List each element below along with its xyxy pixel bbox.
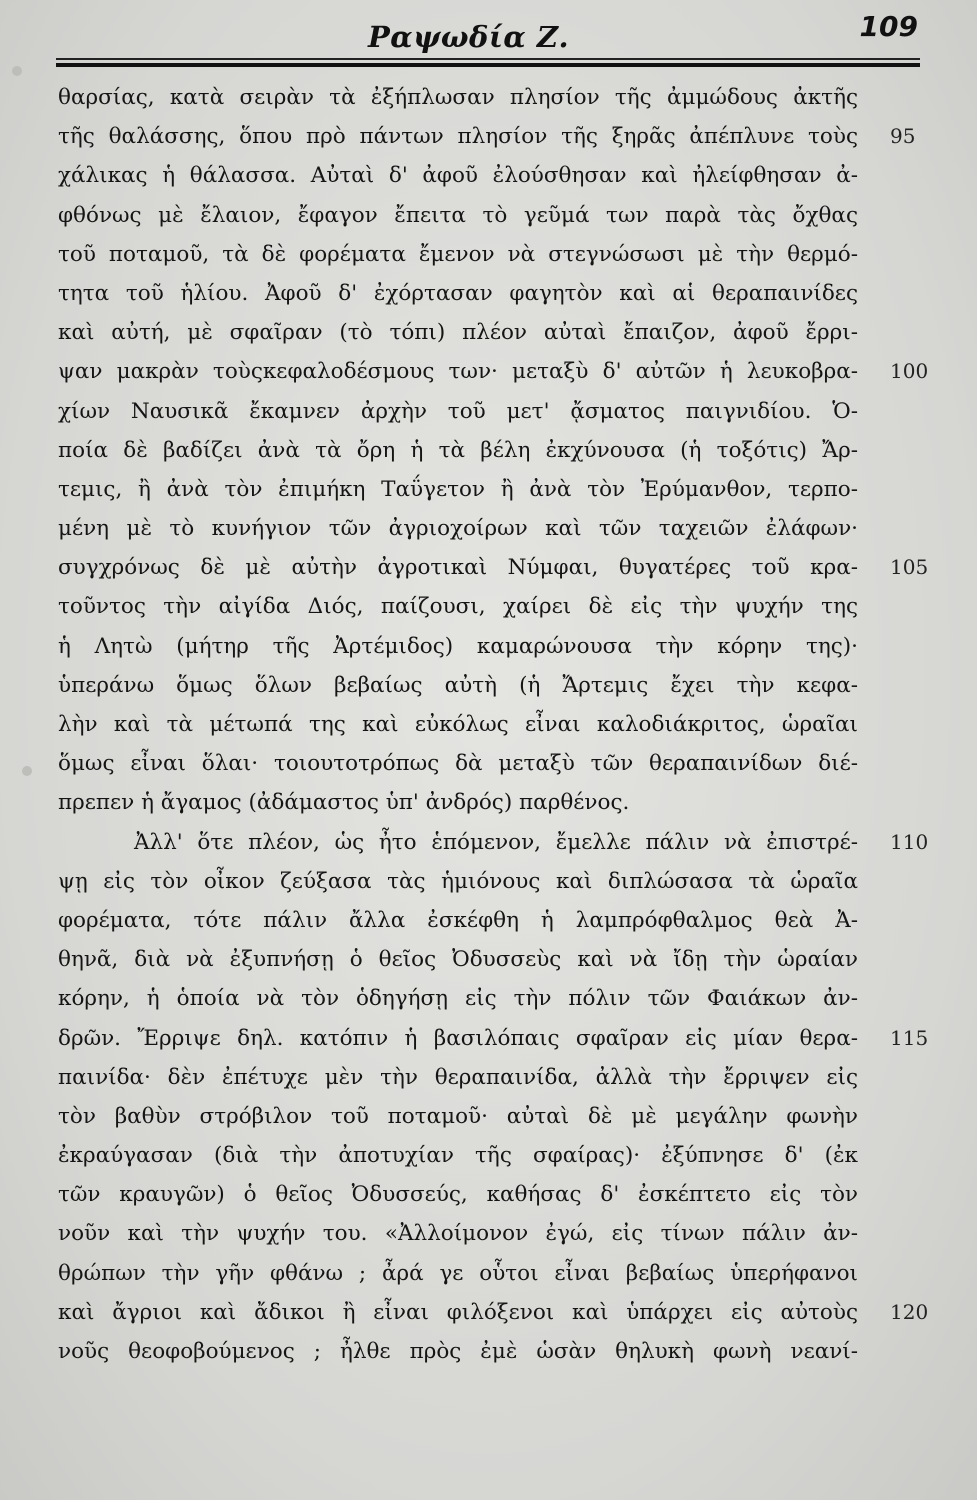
line-number: 120 [890,1299,929,1324]
body-text [58,78,929,1371]
text-line [58,1058,858,1097]
running-title: Ραψωδία Ζ. [368,20,570,54]
text-line-content: θρώπων τὴν γῆν φθάνω ; ἆρά γε οὗτοι εἶναι βεβαίως ὑπερήφανοι [58,1260,858,1286]
text-line [58,509,858,548]
text-line-content: τοῦντος τὴν αἰγίδα Διός, παίζουσι, χαίρει δὲ εἰς τὴν ψυχήν της [58,594,858,620]
text-line [58,823,929,862]
text-line-content: χάλικας ἡ θάλασσα. Αὐταὶ δ' ἀφοῦ ἐλούσθησαν καὶ ἠλείφθησαν ἀ- [58,163,858,189]
text-line [58,940,858,979]
text-line-content: κόρην, ἡ ὁποία νὰ τὸν ὁδηγήσῃ εἰς τὴν πόλιν τῶν Φαιάκων ἀν- [58,986,858,1012]
line-number: 115 [890,1025,929,1050]
text-line [58,1293,929,1332]
line-number: 100 [890,359,929,384]
text-line-content: τὸν βαθὺν στρόβιλον τοῦ ποταμοῦ· αὐταὶ δὲ μὲ μεγάλην φωνὴν [58,1103,858,1129]
text-line-content: Ἀλλ' ὅτε πλέον, ὡς ἦτο ἑπόμενον, ἔμελλε πάλιν νὰ ἐπιστρέ- [134,829,858,855]
text-line [58,392,858,431]
text-line [58,274,858,313]
text-line [58,1254,858,1293]
text-line [58,862,858,901]
text-line [58,979,858,1018]
line-number: 110 [890,829,929,854]
text-line-content: χίων Ναυσικᾶ ἔκαμνεν ἀρχὴν τοῦ μετ' ᾄσματος παιγνιδίου. Ὁ- [58,398,858,424]
text-line-content: λὴν καὶ τὰ μέτωπά της καὶ εὐκόλως εἶναι καλοδιάκριτος, ὡραῖαι [58,712,858,737]
text-line-content: ὅμως εἶναι ὅλαι· τοιουτοτρόπως δὰ μεταξὺ τῶν θεραπαινίδων διέ- [58,751,858,777]
text-line-content: νοῦς θεοφοβούμενος ; ἦλθε πρὸς ἐμὲ ὡσὰν θηλυκὴ φωνὴ νεανί- [58,1339,858,1364]
text-line-content: ψῃ εἰς τὸν οἶκον ζεύξασα τὰς ἡμιόνους καὶ διπλώσασα τὰ ὡραῖα [58,868,858,894]
text-line-content: φορέματα, τότε πάλιν ἄλλα ἐσκέφθη ἡ λαμπρόφθαλμος θεὰ Ἀ- [58,907,858,933]
text-line [58,1136,858,1175]
text-line-content: παινίδα· δὲν ἐπέτυχε μὲν τὴν θεραπαινίδα, ἀλλὰ τὴν ἔρριψεν εἰς [58,1064,858,1090]
text-line [58,548,929,587]
text-line-content: ποία δὲ βαδίζει ἀνὰ τὰ ὄρη ἡ τὰ βέλη ἐκχύνουσα (ἡ τοξότις) Ἄρ- [58,437,858,463]
text-line-content: θαρσίας, κατὰ σειρὰν τὰ ἐξήπλωσαν πλησίον τῆς ἀμμώδους ἀκτῆς [58,85,858,110]
text-line [58,1019,929,1058]
header-rule-thin [56,58,920,60]
text-line-content: νοῦν καὶ τὴν ψυχήν του. «Ἀλλοίμονον ἐγώ, εἰς τίνων πάλιν ἀν- [58,1221,858,1247]
text-line-content: ὑπεράνω ὅμως ὅλων βεβαίως αὐτὴ (ἡ Ἄρτεμις ἔχει τὴν κεφα- [58,672,858,698]
text-line [58,1175,858,1214]
text-line [58,352,929,391]
text-line [58,666,858,705]
text-line-content: καὶ ἄγριοι καὶ ἄδικοι ἢ εἶναι φιλόξενοι καὶ ὑπάρχει εἰς αὐτοὺς [58,1299,858,1325]
text-line [58,1097,858,1136]
text-line [58,78,858,117]
text-line-content: τεμις, ἢ ἀνὰ τὸν ἐπιμήκη Ταΰγετον ἢ ἀνὰ τὸν Ἐρύμανθον, τερπο- [58,476,858,502]
text-line-content: πρεπεν ἡ ἄγαμος (ἀδάμαστος ὑπ' ἀνδρός) παρθένος. [58,790,630,816]
text-line [58,705,858,744]
text-line [58,235,858,274]
text-line [58,901,858,940]
text-line [58,744,858,783]
text-line-content: τῶν κραυγῶν) ὁ θεῖος Ὀδυσσεύς, καθήσας δ' ἐσκέπτετο εἰς τὸν [58,1182,858,1208]
line-number: 95 [890,124,916,149]
text-line-content: τῆς θαλάσσης, ὅπου πρὸ πάντων πλησίον τῆς ξηρᾶς ἀπέπλυνε τοὺς [58,124,858,150]
text-line [58,1332,858,1371]
text-line-content: φθόνως μὲ ἔλαιον, ἔφαγον ἔπειτα τὸ γεῦμά των παρὰ τὰς ὄχθας [58,202,858,228]
text-line-content: δρῶν. Ἔρριψε δηλ. κατόπιν ἡ βασιλόπαις σφαῖραν εἰς μίαν θερα- [58,1025,858,1051]
text-line [58,431,858,470]
text-line [58,587,858,626]
text-line [58,783,858,822]
header-rule-thick [56,63,920,67]
text-line-content: συγχρόνως δὲ μὲ αὐτὴν ἀγροτικαὶ Νύμφαι, θυγατέρες τοῦ κρα- [58,555,858,581]
text-line-content: ψαν μακρὰν τοὺςκεφαλοδέσμους των· μεταξὺ δ' αὐτῶν ἡ λευκοβρα- [58,359,858,385]
text-line-content: θηνᾶ, διὰ νὰ ἐξυπνήσῃ ὁ θεῖος Ὀδυσσεὺς καὶ νὰ ἴδῃ τὴν ὡραίαν [58,947,858,973]
text-line [58,156,858,195]
text-line-content: μένη μὲ τὸ κυνήγιον τῶν ἀγριοχοίρων καὶ τῶν ταχειῶν ἐλάφων· [58,516,858,542]
margin-speck [12,66,22,76]
text-line [58,1214,858,1253]
page-number: 109 [859,10,918,43]
text-line-content: καὶ αὐτή, μὲ σφαῖραν (τὸ τόπι) πλέον αὐταὶ ἔπαιζον, ἀφοῦ ἔρρι- [58,320,858,346]
line-number: 105 [890,555,929,580]
text-line [58,627,858,666]
text-line-content: τοῦ ποταμοῦ, τὰ δὲ φορέματα ἔμενον νὰ στεγνώσωσι μὲ τὴν θερμό- [58,241,858,267]
text-line [58,470,858,509]
text-line [58,117,916,156]
text-line [58,313,858,352]
text-line [58,196,858,235]
page-header [56,6,920,64]
text-line-content: τητα τοῦ ἡλίου. Ἀφοῦ δ' ἐχόρτασαν φαγητὸν καὶ αἱ θεραπαινίδες [58,280,858,306]
text-line-content: ἡ Λητὼ (μήτηρ τῆς Ἀρτέμιδος) καμαρώνουσα τὴν κόρην της)· [58,633,858,659]
text-line-content: ἐκραύγασαν (διὰ τὴν ἀποτυχίαν τῆς σφαίρας)· ἐξύπνησε δ' (ἐκ [58,1143,858,1169]
margin-speck [22,766,32,776]
